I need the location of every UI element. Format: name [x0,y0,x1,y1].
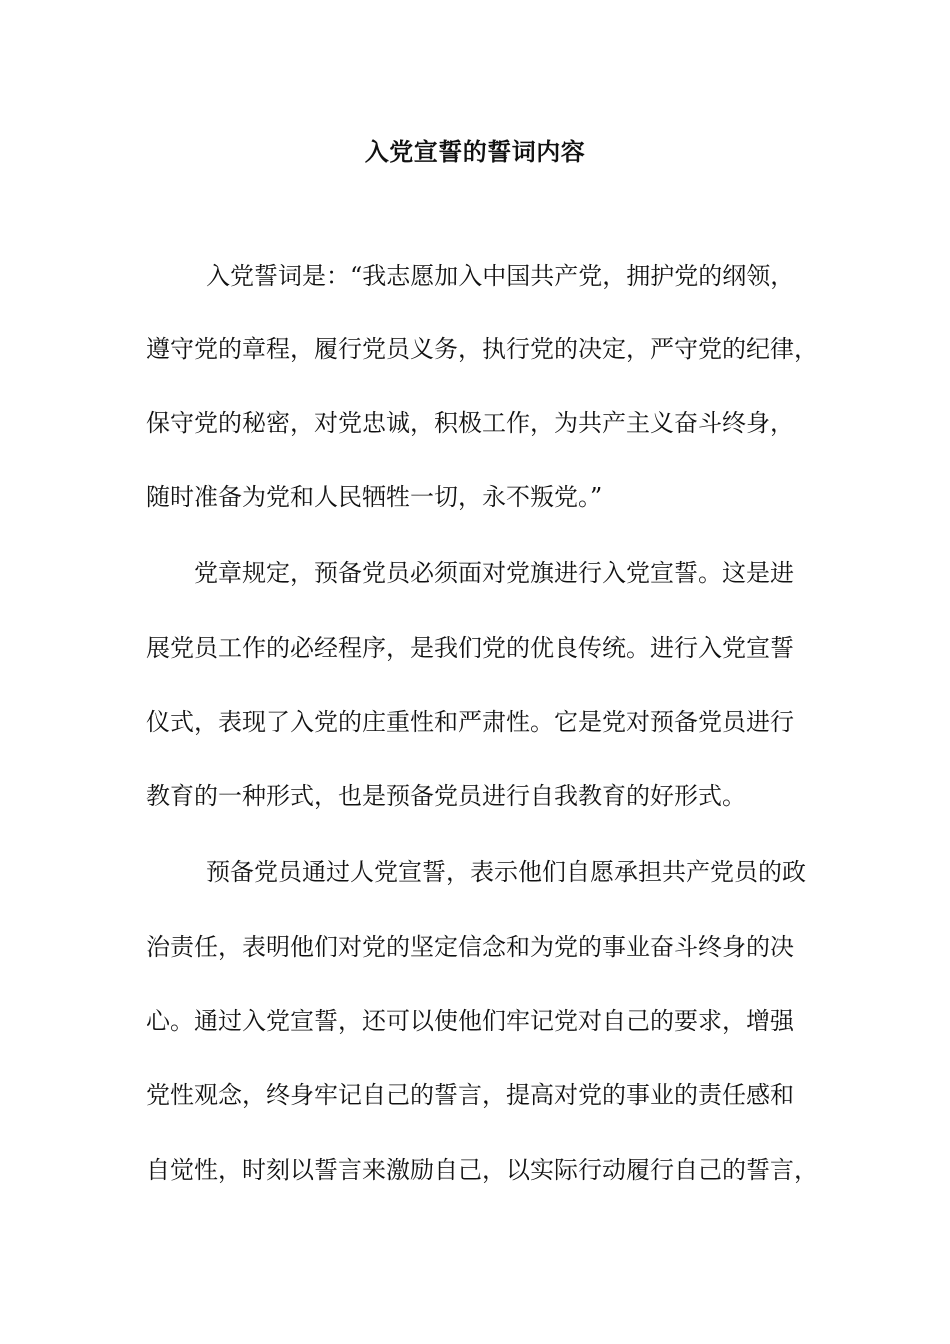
body-line-1: 入党誓词是：“我志愿加入中国共产党，拥护党的纲领， [182,262,795,290]
body-line-7: 仪式，表现了入党的庄重性和严肃性。它是党对预备党员进行 [146,708,794,736]
body-line-4: 随时准备为党和人民牺牲一切，永不叛党。” [146,483,603,511]
body-line-13: 自觉性，时刻以誓言来激励自己，以实际行动履行自己的誓言， [146,1156,818,1184]
body-line-5: 党章规定，预备党员必须面对党旗进行入党宣誓。这是进 [170,559,794,587]
body-line-8: 教育的一种形式，也是预备党员进行自我教育的好形式。 [146,782,746,810]
body-line-3: 保守党的秘密，对党忠诚，积极工作，为共产主义奋斗终身， [146,409,794,437]
body-line-10: 治责任，表明他们对党的坚定信念和为党的事业奋斗终身的决 [146,933,794,961]
body-line-9: 预备党员通过人党宣誓，表示他们自愿承担共产党员的政 [182,858,806,886]
document-title: 入党宣誓的誓词内容 [364,137,586,166]
body-line-6: 展党员工作的必经程序，是我们党的优良传统。进行入党宣誓 [146,634,794,662]
body-line-12: 党性观念，终身牢记自己的誓言，提高对党的事业的责任感和 [146,1081,794,1109]
body-line-2: 遵守党的章程，履行党员义务，执行党的决定，严守党的纪律， [146,335,818,363]
body-line-11: 心。通过入党宣誓，还可以使他们牢记党对自己的要求，增强 [146,1007,794,1035]
